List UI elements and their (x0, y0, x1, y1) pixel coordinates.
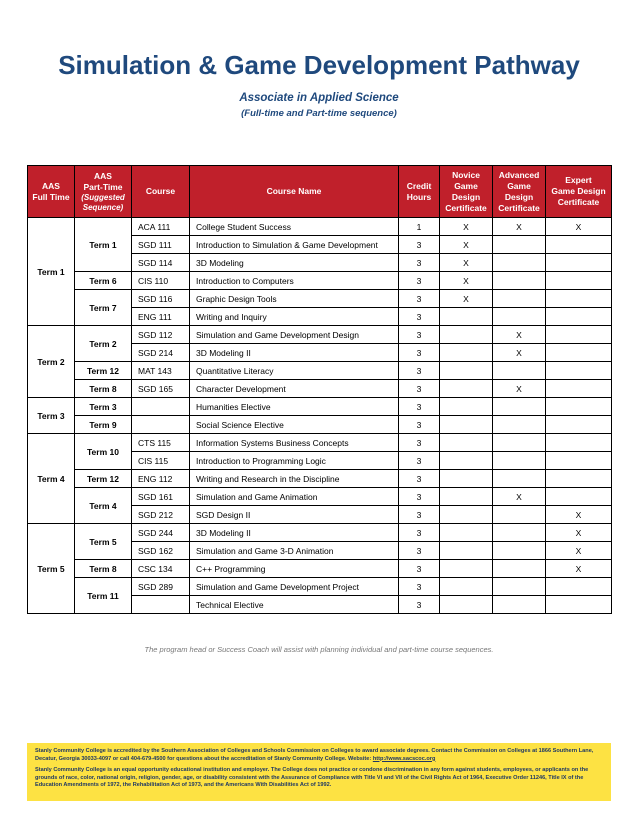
course-code-cell: SGD 212 (132, 506, 190, 524)
pathway-table (27, 165, 612, 614)
course-code-cell: CSC 134 (132, 560, 190, 578)
novice-cert-cell (440, 506, 493, 524)
course-code-cell: SGD 244 (132, 524, 190, 542)
header-course-name: Course Name (190, 166, 399, 218)
advanced-cert-cell: X (493, 326, 546, 344)
table-row (28, 524, 612, 542)
course-name-cell: C++ Programming (190, 560, 399, 578)
expert-cert-cell (546, 452, 612, 470)
expert-cert-cell (546, 272, 612, 290)
page-subtitle-sequence: (Full-time and Part-time sequence) (241, 108, 397, 119)
table-header-row (28, 166, 612, 218)
novice-cert-cell (440, 416, 493, 434)
course-name-cell: Technical Elective (190, 596, 399, 614)
course-name-cell: Information Systems Business Concepts (190, 434, 399, 452)
credit-hours-cell: 3 (399, 416, 440, 434)
course-name-cell: 3D Modeling (190, 254, 399, 272)
course-code-cell: SGD 161 (132, 488, 190, 506)
table-row (28, 398, 612, 416)
credit-hours-cell: 3 (399, 254, 440, 272)
credit-hours-cell: 3 (399, 524, 440, 542)
full-time-term: Term 5 (28, 524, 75, 614)
credit-hours-cell: 3 (399, 398, 440, 416)
novice-cert-cell: X (440, 236, 493, 254)
course-name-cell: College Student Success (190, 218, 399, 236)
novice-cert-cell (440, 434, 493, 452)
course-code-cell: SGD 214 (132, 344, 190, 362)
novice-cert-cell (440, 380, 493, 398)
expert-cert-cell (546, 236, 612, 254)
advanced-cert-cell (493, 308, 546, 326)
novice-cert-cell (440, 542, 493, 560)
full-time-term: Term 4 (28, 434, 75, 524)
expert-cert-cell (546, 596, 612, 614)
expert-cert-cell: X (546, 506, 612, 524)
part-time-term: Term 6 (75, 272, 132, 290)
advanced-cert-cell (493, 542, 546, 560)
credit-hours-cell: 3 (399, 272, 440, 290)
advanced-cert-cell (493, 506, 546, 524)
advanced-cert-cell (493, 578, 546, 596)
novice-cert-cell (440, 470, 493, 488)
course-name-cell: Introduction to Programming Logic (190, 452, 399, 470)
novice-cert-cell: X (440, 218, 493, 236)
part-time-term: Term 8 (75, 380, 132, 398)
part-time-term: Term 5 (75, 524, 132, 560)
table-row (28, 578, 612, 596)
accreditation-footer (27, 743, 611, 801)
course-name-cell: SGD Design II (190, 506, 399, 524)
credit-hours-cell: 3 (399, 560, 440, 578)
course-code-cell: SGD 289 (132, 578, 190, 596)
course-code-cell: ENG 111 (132, 308, 190, 326)
advanced-cert-cell (493, 596, 546, 614)
novice-cert-cell (440, 560, 493, 578)
credit-hours-cell: 1 (399, 218, 440, 236)
header-expert-cert: Expert Game Design Certificate (546, 166, 612, 218)
credit-hours-cell: 3 (399, 578, 440, 596)
course-code-cell: CTS 115 (132, 434, 190, 452)
course-name-cell: Simulation and Game Development Project (190, 578, 399, 596)
expert-cert-cell (546, 380, 612, 398)
expert-cert-cell (546, 434, 612, 452)
table-row (28, 416, 612, 434)
expert-cert-cell (546, 578, 612, 596)
header-advanced-cert: Advanced Game Design Certificate (493, 166, 546, 218)
advanced-cert-cell (493, 470, 546, 488)
course-name-cell: Simulation and Game Animation (190, 488, 399, 506)
table-row (28, 434, 612, 452)
full-time-term: Term 2 (28, 326, 75, 398)
course-name-cell: Humanities Elective (190, 398, 399, 416)
part-time-term: Term 7 (75, 290, 132, 326)
credit-hours-cell: 3 (399, 326, 440, 344)
credit-hours-cell: 3 (399, 470, 440, 488)
equal-opportunity-paragraph: Stanly Community College is an equal opportunity educational institution and employer. The College does not practice or condone discrimination in any form against students, employees, or applicants on the grounds of race, color, national origin, religion, gender, age, or disability consistent with the Assurance of Compliance with Title VI and VII of the Civil Rights Act of 1964, Executive Order 11246, Title IX of the Education Amendments of 1972, the Rehabilitation Act of 1973, and the Americans With Disabilities Act of 1992. (35, 767, 589, 789)
accreditation-paragraph: Stanly Community College is accredited by the Southern Association of Colleges and Schools Commission on Colleges to award associate degrees. Contact the Commission on Colleges at 1866 Southern Lane, Decatur, Georgia 30033-4097 or call 404-679-4500 for questions about the accreditation of Stanly Community College. Website: http://www.sacscoc.org (35, 748, 594, 762)
novice-cert-cell (440, 326, 493, 344)
course-code-cell (132, 416, 190, 434)
course-name-cell: Writing and Inquiry (190, 308, 399, 326)
course-name-cell: Social Science Elective (190, 416, 399, 434)
advanced-cert-cell (493, 398, 546, 416)
course-code-cell: SGD 116 (132, 290, 190, 308)
novice-cert-cell (440, 362, 493, 380)
planning-note: The program head or Success Coach will assist with planning individual and part-time course sequences. (144, 645, 494, 654)
expert-cert-cell (546, 290, 612, 308)
credit-hours-cell: 3 (399, 380, 440, 398)
header-full-time: AAS Full Time (28, 166, 75, 218)
novice-cert-cell: X (440, 272, 493, 290)
advanced-cert-cell: X (493, 488, 546, 506)
course-code-cell (132, 398, 190, 416)
part-time-term: Term 4 (75, 488, 132, 524)
course-name-cell: Quantitative Literacy (190, 362, 399, 380)
course-name-cell: Introduction to Computers (190, 272, 399, 290)
expert-cert-cell: X (546, 218, 612, 236)
course-code-cell: MAT 143 (132, 362, 190, 380)
novice-cert-cell (440, 398, 493, 416)
credit-hours-cell: 3 (399, 434, 440, 452)
course-name-cell: Simulation and Game Development Design (190, 326, 399, 344)
course-code-cell: ENG 112 (132, 470, 190, 488)
page-title: Simulation & Game Development Pathway (58, 50, 580, 80)
part-time-term: Term 3 (75, 398, 132, 416)
table-row (28, 380, 612, 398)
table-row (28, 290, 612, 308)
novice-cert-cell (440, 488, 493, 506)
course-name-cell: 3D Modeling II (190, 524, 399, 542)
expert-cert-cell: X (546, 524, 612, 542)
header-novice-cert: Novice Game Design Certificate (440, 166, 493, 218)
table-row (28, 560, 612, 578)
sacscoc-link[interactable]: http://www.sacscoc.org (372, 755, 436, 762)
course-code-cell: SGD 111 (132, 236, 190, 254)
credit-hours-cell: 3 (399, 596, 440, 614)
credit-hours-cell: 3 (399, 506, 440, 524)
advanced-cert-cell: X (493, 344, 546, 362)
part-time-term: Term 2 (75, 326, 132, 362)
expert-cert-cell (546, 488, 612, 506)
course-code-cell: CIS 115 (132, 452, 190, 470)
part-time-term: Term 12 (75, 470, 132, 488)
course-code-cell: ACA 111 (132, 218, 190, 236)
advanced-cert-cell (493, 236, 546, 254)
table-row (28, 326, 612, 344)
expert-cert-cell (546, 362, 612, 380)
credit-hours-cell: 3 (399, 344, 440, 362)
part-time-term: Term 9 (75, 416, 132, 434)
expert-cert-cell (546, 416, 612, 434)
advanced-cert-cell (493, 434, 546, 452)
credit-hours-cell: 3 (399, 362, 440, 380)
expert-cert-cell (546, 308, 612, 326)
expert-cert-cell (546, 254, 612, 272)
novice-cert-cell (440, 524, 493, 542)
novice-cert-cell (440, 344, 493, 362)
course-code-cell (132, 596, 190, 614)
header-course: Course (132, 166, 190, 218)
course-code-cell: SGD 165 (132, 380, 190, 398)
table-row (28, 218, 612, 236)
advanced-cert-cell (493, 524, 546, 542)
advanced-cert-cell (493, 272, 546, 290)
novice-cert-cell (440, 578, 493, 596)
course-name-cell: Simulation and Game 3-D Animation (190, 542, 399, 560)
advanced-cert-cell (493, 560, 546, 578)
part-time-term: Term 10 (75, 434, 132, 470)
credit-hours-cell: 3 (399, 542, 440, 560)
advanced-cert-cell: X (493, 380, 546, 398)
novice-cert-cell (440, 596, 493, 614)
full-time-term: Term 1 (28, 218, 75, 326)
course-code-cell: SGD 112 (132, 326, 190, 344)
page-subtitle: Associate in Applied Science (239, 92, 399, 104)
full-time-term: Term 3 (28, 398, 75, 434)
expert-cert-cell (546, 326, 612, 344)
credit-hours-cell: 3 (399, 236, 440, 254)
header-credit-hours: Credit Hours (399, 166, 440, 218)
credit-hours-cell: 3 (399, 488, 440, 506)
course-code-cell: CIS 110 (132, 272, 190, 290)
part-time-term: Term 12 (75, 362, 132, 380)
advanced-cert-cell (493, 452, 546, 470)
credit-hours-cell: 3 (399, 452, 440, 470)
credit-hours-cell: 3 (399, 308, 440, 326)
course-code-cell: SGD 114 (132, 254, 190, 272)
table-row (28, 470, 612, 488)
table-row (28, 362, 612, 380)
course-code-cell: SGD 162 (132, 542, 190, 560)
advanced-cert-cell (493, 290, 546, 308)
course-name-cell: Graphic Design Tools (190, 290, 399, 308)
credit-hours-cell: 3 (399, 290, 440, 308)
course-name-cell: 3D Modeling II (190, 344, 399, 362)
table-row (28, 272, 612, 290)
expert-cert-cell (546, 344, 612, 362)
expert-cert-cell (546, 398, 612, 416)
part-time-term: Term 8 (75, 560, 132, 578)
table-body (28, 218, 612, 614)
part-time-term: Term 1 (75, 218, 132, 272)
novice-cert-cell (440, 308, 493, 326)
course-name-cell: Character Development (190, 380, 399, 398)
novice-cert-cell: X (440, 290, 493, 308)
novice-cert-cell: X (440, 254, 493, 272)
header-part-time: AAS Part-Time (Suggested Sequence) (75, 166, 132, 218)
advanced-cert-cell (493, 362, 546, 380)
novice-cert-cell (440, 452, 493, 470)
expert-cert-cell: X (546, 560, 612, 578)
advanced-cert-cell (493, 254, 546, 272)
advanced-cert-cell: X (493, 218, 546, 236)
part-time-term: Term 11 (75, 578, 132, 614)
advanced-cert-cell (493, 416, 546, 434)
course-name-cell: Writing and Research in the Discipline (190, 470, 399, 488)
expert-cert-cell: X (546, 542, 612, 560)
course-name-cell: Introduction to Simulation & Game Development (190, 236, 399, 254)
table-row (28, 488, 612, 506)
expert-cert-cell (546, 470, 612, 488)
